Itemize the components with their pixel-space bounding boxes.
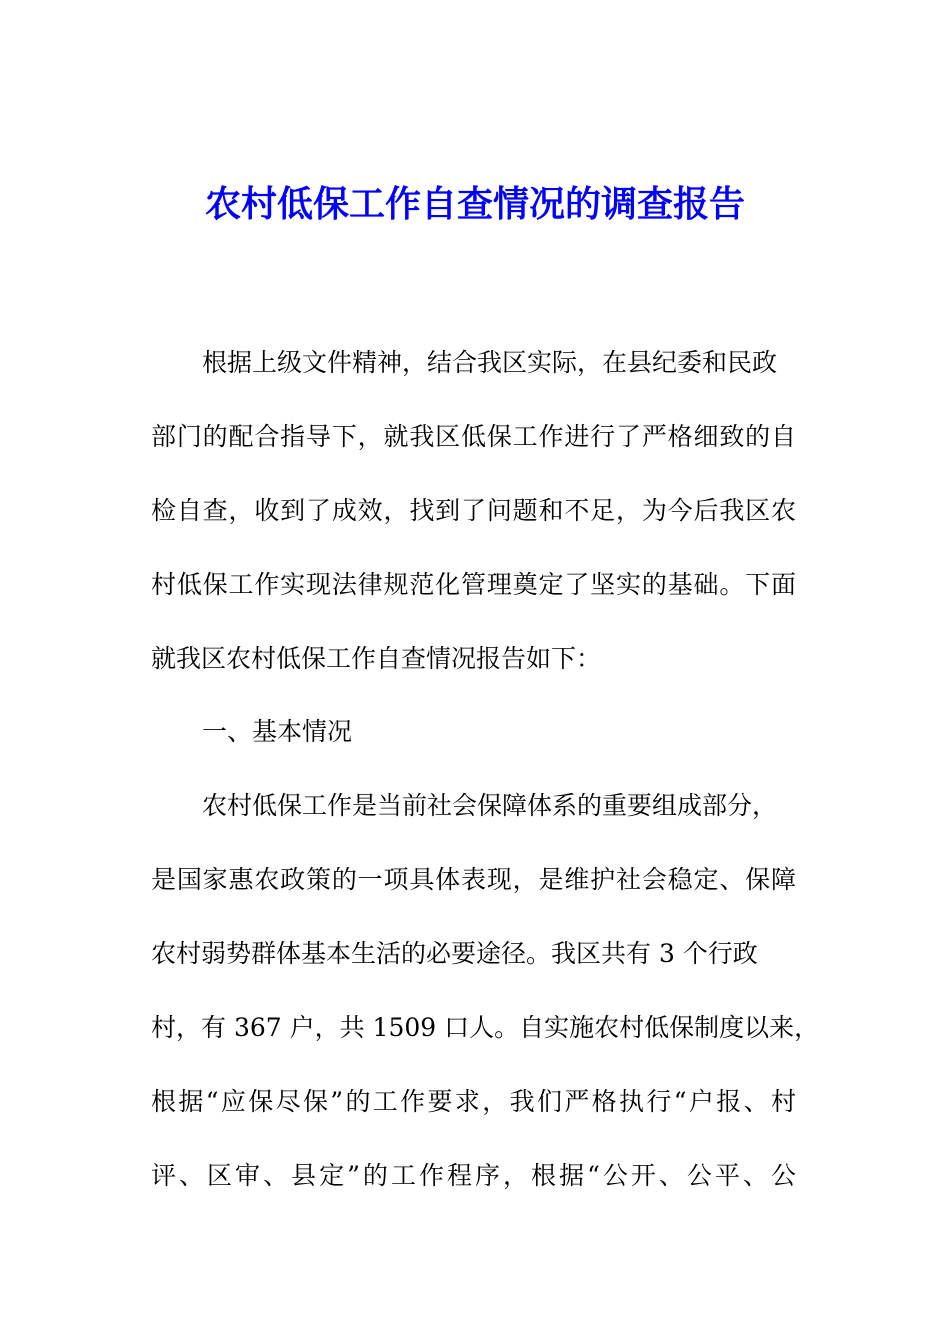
paragraph-line: 就我区农村低保工作自查情况报告如下： (151, 643, 602, 673)
paragraph-line: 是国家惠农政策的一项具体表现，是维护社会稳定、保障 (151, 865, 796, 895)
section-heading: 一、基本情况 (202, 717, 353, 747)
document-title: 农村低保工作自查情况的调查报告 (204, 183, 745, 225)
paragraph-line: 部门的配合指导下，就我区低保工作进行了严格细致的自 (151, 421, 796, 451)
paragraph-line: 村，有 367 户，共 1509 口人。自实施农村低保制度以来， (151, 1013, 820, 1043)
document-body (151, 326, 820, 1213)
paragraph-line: 根据上级文件精神，结合我区实际，在县纪委和民政 (202, 348, 778, 377)
paragraph-line: 评、区审、县定”的工作程序，根据“公开、公平、公 (151, 1160, 796, 1190)
paragraph-line: 农村弱势群体基本生活的必要途径。我区共有 3 个行政 (151, 939, 758, 969)
paragraph-line: 村低保工作实现法律规范化管理奠定了坚实的基础。下面 (151, 569, 796, 599)
paragraph-line: 根据“应保尽保”的工作要求，我们严格执行“户报、村 (151, 1086, 796, 1116)
paragraph-line: 检自查，收到了成效，找到了问题和不足，为今后我区农 (151, 495, 796, 525)
paragraph-line: 农村低保工作是当前社会保障体系的重要组成部分， (202, 791, 778, 821)
